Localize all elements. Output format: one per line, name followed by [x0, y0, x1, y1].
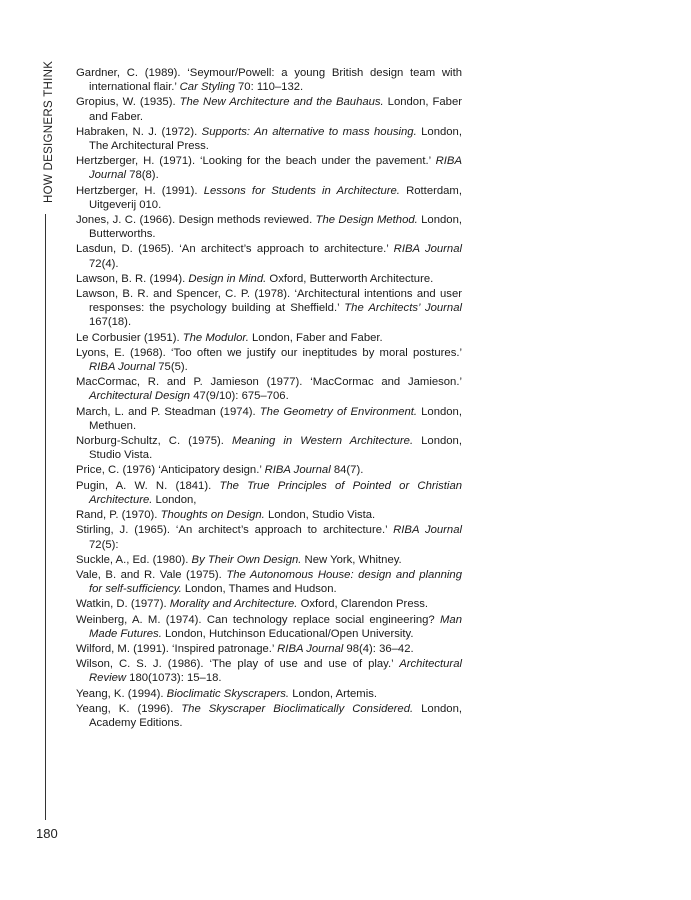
reference-text: Weinberg, A. M. (1974). Can technology replace social engineering?	[76, 613, 441, 626]
reference-text: Lawson, B. R. (1994).	[76, 272, 189, 285]
reference-title: Architectural Design	[89, 390, 191, 403]
reference-details: London, Studio Vista.	[264, 509, 376, 522]
reference-details: Oxford, Clarendon Press.	[297, 598, 429, 611]
reference-text: Vale, B. and R. Vale (1975).	[76, 568, 227, 581]
reference-details: 180(1073): 15–18.	[126, 672, 222, 685]
reference-text: Hertzberger, H. (1991).	[76, 184, 204, 197]
reference-title: The True Principles of Pointed or Christian Architecture.	[89, 479, 463, 506]
reference-entry	[76, 125, 462, 153]
reference-details: 70: 110–132.	[234, 81, 304, 94]
reference-text: Suckle, A., Ed. (1980).	[76, 553, 192, 566]
reference-entry	[76, 213, 462, 241]
reference-text: Yeang, K. (1994).	[76, 687, 167, 700]
reference-entry	[76, 95, 462, 123]
reference-details: London, Methuen.	[89, 405, 462, 432]
reference-details: 72(5):	[89, 538, 119, 551]
reference-entry	[76, 375, 462, 403]
reference-title: Architectural Review	[89, 658, 462, 685]
reference-details: London, Studio Vista.	[89, 435, 462, 462]
reference-entry	[76, 553, 462, 567]
reference-entry	[76, 597, 462, 611]
reference-title: The Skyscraper Bioclimatically Considered.	[181, 702, 414, 715]
reference-title: The Geometry of Environment.	[259, 405, 418, 418]
reference-entry	[76, 66, 462, 94]
reference-entry	[76, 479, 462, 507]
reference-entry	[76, 687, 462, 701]
margin-rule	[45, 214, 46, 820]
reference-entry	[76, 523, 462, 551]
reference-details: London, Faber and Faber.	[248, 331, 383, 344]
reference-text: Pugin, A. W. N. (1841).	[76, 479, 220, 492]
reference-details: Oxford, Butterworth Architecture.	[266, 272, 434, 285]
reference-details: 84(7).	[330, 464, 364, 477]
reference-title: Supports: An alternative to mass housing.	[201, 125, 417, 138]
reference-details: 72(4).	[89, 257, 119, 270]
reference-text: Rand, P. (1970).	[76, 509, 161, 522]
reference-details: London, Artemis.	[289, 687, 377, 700]
reference-entry	[76, 346, 462, 374]
reference-list	[76, 66, 462, 731]
reference-title: RIBA Journal	[277, 642, 344, 655]
reference-details: London, Thames and Hudson.	[181, 583, 337, 596]
reference-text: Hertzberger, H. (1971). ‘Looking for the beach under the pavement.’	[76, 155, 436, 168]
reference-entry	[76, 434, 462, 462]
reference-entry	[76, 154, 462, 182]
reference-text: Wilford, M. (1991). ‘Inspired patronage.’	[76, 642, 278, 655]
reference-entry	[76, 657, 462, 685]
reference-text: Watkin, D. (1977).	[76, 598, 170, 611]
reference-text: Gardner, C. (1989). ‘Seymour/Powell: a young British design team with international flair.’	[76, 67, 462, 94]
reference-text: Price, C. (1976) ‘Anticipatory design.’	[76, 464, 265, 477]
reference-details: London, Hutchinson Educational/Open University.	[161, 627, 414, 640]
reference-details: 75(5).	[155, 361, 188, 374]
reference-text: March, L. and P. Steadman (1974).	[76, 405, 260, 418]
reference-title: Lessons for Students in Architecture.	[203, 184, 400, 197]
reference-entry	[76, 242, 462, 270]
reference-entry	[76, 508, 462, 522]
reference-title: By Their Own Design.	[191, 553, 302, 566]
reference-entry	[76, 331, 462, 345]
reference-details: New York, Whitney.	[301, 553, 402, 566]
reference-title: The Architects’ Journal	[344, 302, 463, 315]
reference-text: Jones, J. C. (1966). Design methods reviewed.	[76, 214, 316, 227]
reference-text: Lawson, B. R. and Spencer, C. P. (1978). ‘Architectural intentions and user responses: the psychology building at Sheffield.’	[76, 288, 462, 315]
reference-title: Meaning in Western Architecture.	[231, 435, 414, 448]
reference-details: London, Faber and Faber.	[89, 96, 463, 123]
reference-text: Lasdun, D. (1965). ‘An architect’s approach to architecture.’	[76, 243, 394, 256]
reference-entry	[76, 702, 462, 730]
reference-entry	[76, 405, 462, 433]
page-number: 180	[36, 826, 58, 841]
reference-text: Le Corbusier (1951).	[76, 331, 183, 344]
reference-entry	[76, 272, 462, 286]
reference-details: London, The Architectural Press.	[89, 125, 462, 153]
reference-entry	[76, 463, 462, 477]
reference-title: The Autonomous House: design and planning for self-sufficiency.	[89, 568, 462, 596]
reference-text: Habraken, N. J. (1972).	[76, 125, 202, 138]
reference-entry	[76, 642, 462, 656]
running-head-text: HOW DESIGNERS THINK	[43, 60, 55, 203]
reference-title: Thoughts on Design.	[160, 509, 265, 522]
reference-title: Morality and Architecture.	[169, 598, 298, 611]
reference-details: London, Butterworths.	[89, 214, 462, 241]
reference-title: Man Made Futures.	[89, 613, 462, 640]
reference-entry	[76, 568, 462, 596]
reference-details: 47(9/10): 675–706.	[190, 390, 289, 403]
reference-title: The Design Method.	[315, 214, 418, 227]
reference-title: RIBA Journal	[393, 243, 462, 256]
reference-title: RIBA Journal	[89, 155, 462, 182]
reference-entry	[76, 287, 462, 330]
reference-title: RIBA Journal	[264, 464, 331, 477]
reference-text: Norburg-Schultz, C. (1975).	[76, 435, 232, 448]
reference-entry	[76, 184, 462, 212]
reference-title: Bioclimatic Skyscrapers.	[166, 687, 290, 700]
reference-text: Gropius, W. (1935).	[76, 96, 180, 109]
reference-title: The Modulor.	[182, 331, 249, 344]
reference-title: RIBA Journal	[393, 524, 462, 537]
reference-details: London, Academy Editions.	[89, 702, 462, 729]
reference-text: Lyons, E. (1968). ‘Too often we justify our ineptitudes by moral postures.’	[76, 346, 462, 359]
reference-text: Stirling, J. (1965). ‘An architect’s approach to architecture.’	[76, 524, 394, 537]
reference-title: Design in Mind.	[188, 272, 267, 285]
reference-text: Yeang, K. (1996).	[76, 702, 182, 715]
reference-details: London,	[152, 493, 197, 506]
reference-details: 78(8).	[126, 169, 159, 182]
reference-text: Wilson, C. S. J. (1986). ‘The play of use and use of play.’	[76, 658, 400, 671]
reference-title: RIBA Journal	[89, 361, 156, 374]
reference-title: The New Architecture and the Bauhaus.	[179, 96, 384, 109]
reference-text: MacCormac, R. and P. Jamieson (1977). ‘MacCormac and Jamieson.’	[76, 376, 462, 389]
reference-entry	[76, 613, 462, 641]
running-head	[42, 60, 56, 203]
reference-details: 98(4): 36–42.	[343, 642, 414, 655]
reference-title: Car Styling	[179, 81, 235, 94]
reference-details: 167(18).	[89, 316, 132, 329]
reference-details: Rotterdam, Uitgeverij 010.	[89, 184, 462, 211]
